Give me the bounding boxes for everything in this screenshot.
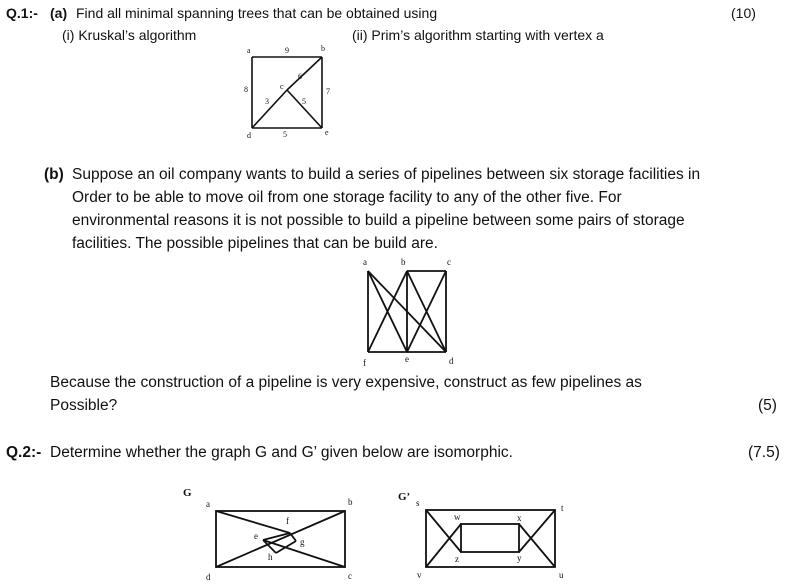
- graph1-vertex-c: c: [280, 82, 284, 91]
- graph2-vertex-c: c: [447, 257, 451, 267]
- q1-part-a-text: Find all minimal spanning trees that can be obtained using: [76, 5, 438, 21]
- graph1-vertex-d: d: [247, 131, 251, 140]
- q2-marks: (7.5): [748, 444, 780, 461]
- graph-g-vertex-c: c: [348, 571, 352, 581]
- graph1-weight-de: 5: [283, 130, 287, 139]
- graph-g-vertex-a: a: [206, 499, 210, 509]
- graph2-vertex-e: e: [405, 354, 409, 364]
- q1-marks: (10): [731, 5, 756, 21]
- graph-g-label: G: [183, 487, 192, 499]
- graph-g-prime-vertex-z: z: [455, 554, 459, 564]
- graph-g-prime-vertex-v: v: [417, 570, 422, 580]
- graph-g-prime-vertex-x: x: [517, 513, 522, 523]
- graph2-vertex-b: b: [401, 257, 406, 267]
- graph-g-vertex-d: d: [206, 572, 211, 582]
- graph-g-prime-vertex-s: s: [416, 498, 420, 508]
- q1-part-a-label: (a): [50, 5, 68, 21]
- graph1-vertex-b: b: [321, 44, 325, 53]
- graph-g-vertex-g: g: [300, 537, 305, 547]
- q1-part-b-line-3: environmental reasons it is not possible to build a pipeline between some pairs of storage: [72, 212, 685, 229]
- q1-part-b-line-2: Order to be able to move oil from one storage facility to any of the other five. For: [72, 189, 622, 206]
- q1-part-b-question-line-1: Because the construction of a pipeline is very expensive, construct as few pipelines as: [50, 374, 642, 391]
- graph1-vertex-a: a: [247, 46, 251, 55]
- graph1-vertex-e: e: [325, 128, 329, 137]
- graph2-vertex-d: d: [449, 356, 454, 366]
- graph-g-prime-outer-rectangle: [426, 510, 555, 567]
- graph-g-prime-inner-rectangle: [461, 524, 519, 552]
- q1-part-b-line-4: facilities. The possible pipelines that can be build are.: [72, 235, 438, 252]
- graph-g-prime-vertex-t: t: [561, 503, 564, 513]
- graph1-weight-ad: 8: [244, 85, 248, 94]
- graph1-weight-bc: 6: [298, 72, 302, 81]
- q1-part-b-label: (b): [44, 166, 64, 183]
- graph-g-prime-vertex-y: y: [517, 553, 522, 563]
- graph-g-vertex-h: h: [268, 552, 273, 562]
- q1-number: Q.1:-: [6, 5, 38, 21]
- graph-g-vertex-f: f: [286, 516, 289, 526]
- graph1-weight-ce: 5: [302, 97, 306, 106]
- q1-option-kruskal: (i) Kruskal’s algorithm: [62, 27, 197, 43]
- q1-option-prim: (ii) Prim’s algorithm starting with vertex a: [352, 27, 604, 43]
- graph1-weight-be: 7: [326, 87, 330, 96]
- graph1-weight-cd: 3: [265, 97, 269, 106]
- graph-g-prime-label: G’: [398, 491, 411, 503]
- graph2-vertex-f: f: [363, 358, 366, 368]
- graph-g-vertex-e: e: [254, 531, 258, 541]
- q2-text: Determine whether the graph G and G’ given below are isomorphic.: [50, 444, 513, 461]
- q1-part-b-question-line-2: Possible?: [50, 397, 118, 414]
- q1-part-b-line-1: Suppose an oil company wants to build a series of pipelines between six storage facilities in: [72, 166, 701, 183]
- graph-g-prime-vertex-u: u: [559, 570, 564, 580]
- graph-g-vertex-b: b: [348, 497, 353, 507]
- graph-g-prime-vertex-w: w: [454, 512, 461, 522]
- graph2-vertex-a: a: [363, 257, 367, 267]
- q2-number: Q.2:-: [6, 444, 42, 461]
- q1-part-b-marks: (5): [758, 397, 777, 414]
- graph1-weight-ab: 9: [285, 46, 289, 55]
